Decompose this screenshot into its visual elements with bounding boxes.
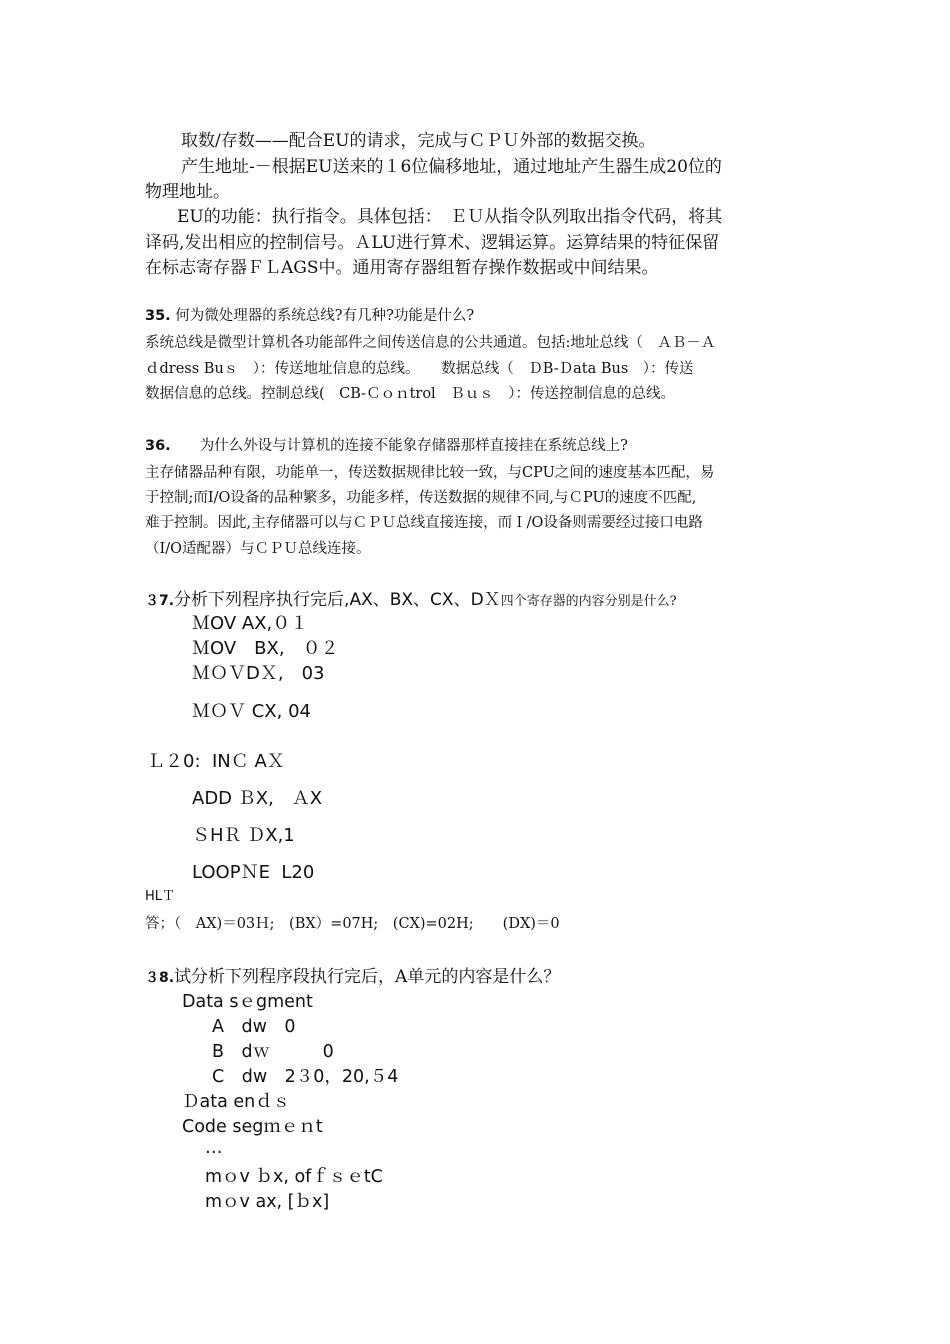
code-37-line-5: Ｌ２0: INＣ AＸ bbox=[147, 751, 285, 772]
question-37-number: ３7. bbox=[145, 593, 175, 609]
question-35 bbox=[145, 304, 474, 325]
question-37-text-tail: 四个寄存器的内容分别是什么? bbox=[500, 594, 677, 609]
code-37-line-2: ＭOV BX, ０２ bbox=[192, 638, 339, 659]
code-38-line-9: mｏv ax, [ｂx] bbox=[205, 1192, 330, 1212]
question-38-text: 试分析下列程序段执行完后，A单元的内容是什么？ bbox=[174, 967, 561, 987]
address-line-2: 物理地址。 bbox=[145, 182, 230, 202]
question-38-number: ３8. bbox=[145, 970, 175, 986]
answer-36-line-1: 主存储器品种有限，功能单一，传送数据规律比较一致，与CPU之间的速度基本匹配，易 bbox=[145, 465, 715, 481]
answer-36-line-2: 于控制;而I/O设备的品种繁多，功能多样，传送数据的规律不同,与ＣPU的速度不匹配, bbox=[145, 490, 697, 506]
code-37-line-7: ＳHＲ ＤX,1 bbox=[192, 825, 295, 846]
question-35-text: 何为微处理器的系统总线?有几种?功能是什么? bbox=[175, 308, 475, 324]
eu-function-line-3: 在标志寄存器ＦＬAGS中。通用寄存器组暂存操作数据或中间结果。 bbox=[145, 258, 659, 278]
code-38-line-7: … bbox=[205, 1138, 223, 1158]
question-38 bbox=[145, 962, 560, 987]
code-38-line-1: Data sｅgment bbox=[182, 992, 313, 1012]
fetch-line: 取数/存数——配合EU的请求，完成与ＣＰＵ外部的数据交换。 bbox=[181, 131, 656, 151]
answer-37: 答；（ AX)＝03Ｈ; (BX）=07H; (CX)=02H; (DX)＝0 bbox=[145, 916, 560, 932]
code-37-line-6: ADD ＢX, ＡX bbox=[192, 788, 323, 809]
address-line-1: 产生地址-－根据EU送来的１6位偏移地址，通过地址产生器生成20位的 bbox=[181, 157, 722, 177]
answer-35-line-2: ｄdress Buｓ ）：传送地址信息的总线。 数据总线（ ＤB-Ｄata Bus ）：传送 bbox=[145, 361, 694, 377]
question-37 bbox=[145, 585, 677, 610]
question-37-text: 分析下列程序执行完后,AX、BX、CX、DＸ bbox=[174, 590, 501, 610]
question-36 bbox=[145, 434, 628, 455]
code-38-line-5: Ｄata enｄｓ bbox=[182, 1092, 291, 1112]
answer-35-line-1: 系统总线是微型计算机各功能部件之间传送信息的公共通道。包括:地址总线（ ＡＢ－Ａ bbox=[145, 335, 716, 351]
code-37-line-8: LOOPＮE L20 bbox=[192, 862, 315, 883]
code-38-line-4: C dw 2３0，20,５4 bbox=[212, 1067, 399, 1087]
answer-35-line-3: 数据信息的总线。控制总线( CB-Ｃｏｎtrol Ｂｕｓ ）：传送控制信息的总线。 bbox=[145, 386, 675, 402]
code-37-line-4: ＭＯＶ CX, 04 bbox=[192, 701, 311, 722]
eu-function-line-2: 译码,发出相应的控制信号。ＡLU进行算术、逻辑运算。运算结果的特征保留 bbox=[145, 233, 720, 253]
code-38-line-8: mｏv ｂx, ofｆｓｅtC bbox=[205, 1167, 383, 1187]
answer-36-line-4: （I/O适配器）与ＣＰＵ总线连接。 bbox=[145, 541, 371, 557]
answer-36-line-3: 难于控制。因此,主存储器可以与ＣＰＵ总线直接连接，而Ｉ/O设备则需要经过接口电路 bbox=[145, 515, 703, 531]
code-37-line-1: ＭOV AX,０１ bbox=[192, 613, 309, 634]
code-37-line-3: ＭＯＶDＸ, 03 bbox=[192, 663, 325, 684]
code-38-line-6: Code segｍｅｎt bbox=[182, 1117, 323, 1137]
question-36-text: 为什么外设与计算机的连接不能象存储器那样直接挂在系统总线上? bbox=[199, 438, 628, 454]
code-38-line-2: A dw 0 bbox=[212, 1017, 296, 1037]
question-36-number: 36. bbox=[145, 438, 171, 454]
code-38-line-3: B dｗ 0 bbox=[212, 1042, 334, 1062]
question-35-number: 35. bbox=[145, 308, 171, 324]
code-37-line-9: HLＴ bbox=[145, 889, 176, 904]
eu-function-line-1: EU的功能：执行指令。具体包括： ＥＵ从指令队列取出指令代码，将其 bbox=[177, 207, 723, 227]
